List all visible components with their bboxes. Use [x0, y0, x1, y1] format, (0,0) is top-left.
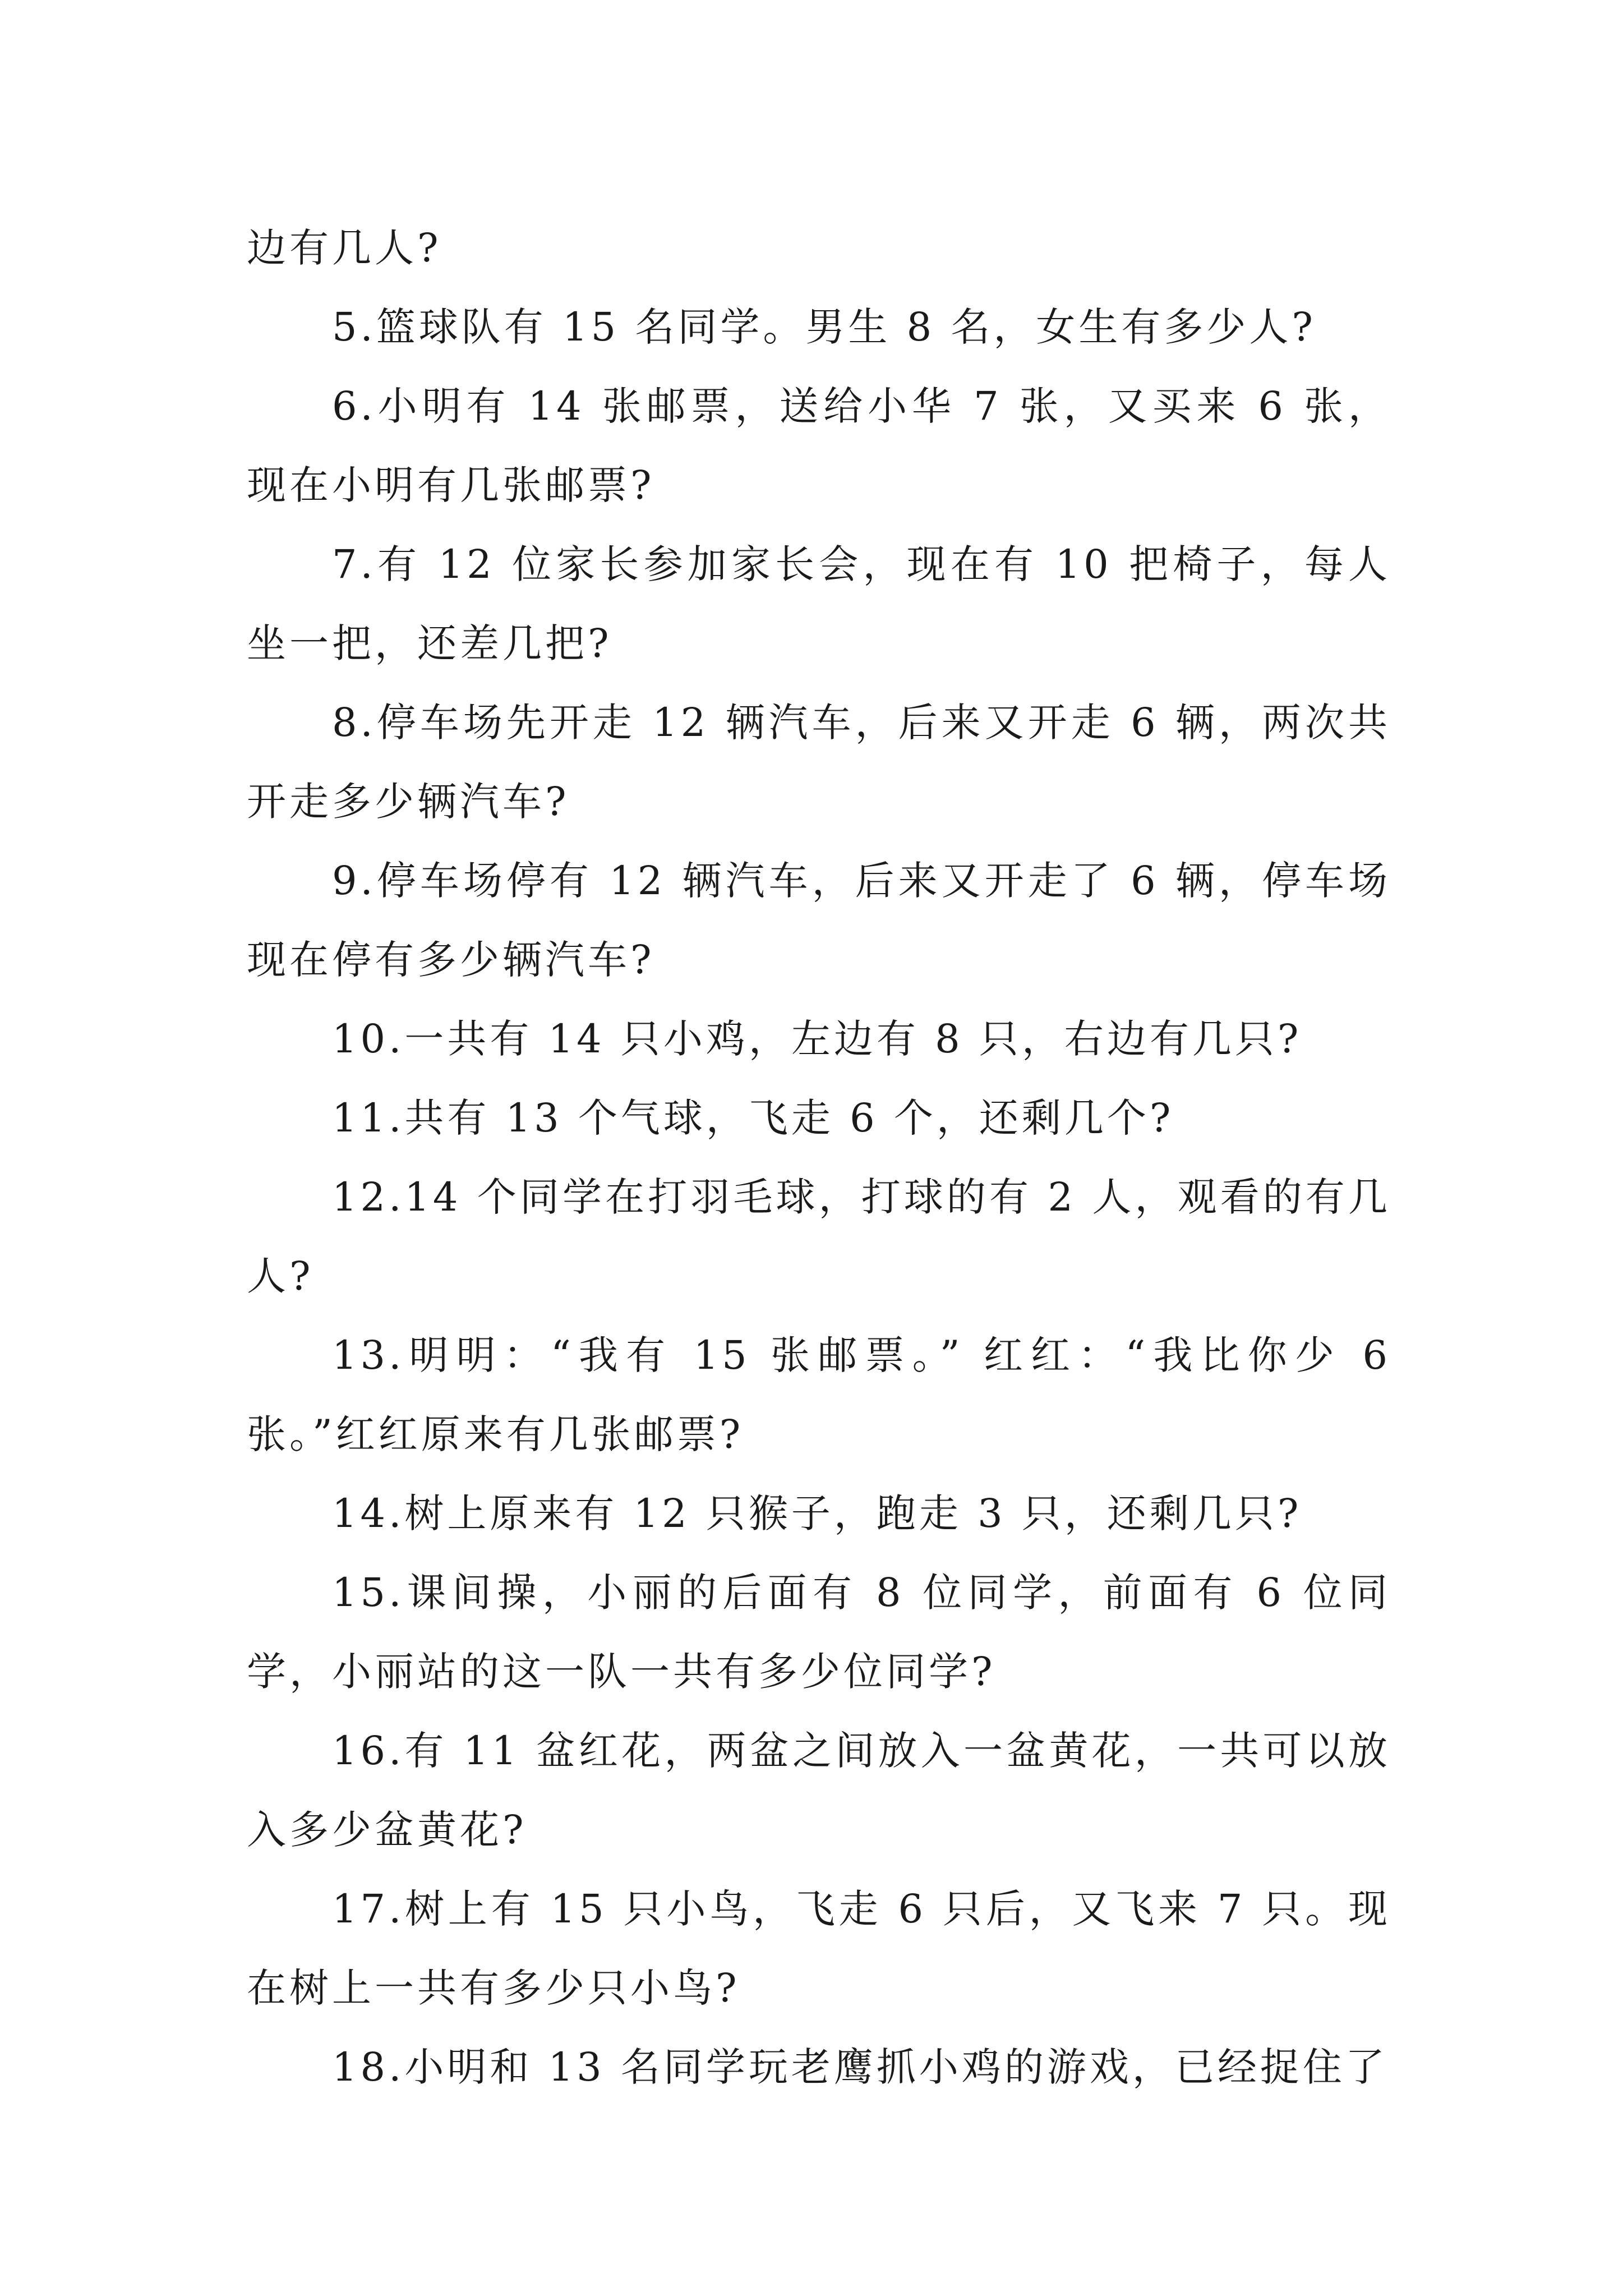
question-6: 6.小明有 14 张邮票，送给小华 7 张，又买来 6 张，现在小明有几张邮票?	[247, 383, 1391, 508]
question-8: 8.停车场先开走 12 辆汽车，后来又开走 6 辆，两次共开走多少辆汽车?	[247, 700, 1391, 825]
question-16: 16.有 11 盆红花，两盆之间放入一盆黄花，一共可以放入多少盆黄花?	[247, 1728, 1391, 1853]
question-15: 15.课间操，小丽的后面有 8 位同学，前面有 6 位同学，小丽站的这一队一共有多少位同学?	[247, 1570, 1391, 1695]
question-7: 7.有 12 位家长参加家长会，现在有 10 把椅子，每人坐一把，还差几把?	[247, 541, 1391, 666]
question-17: 17.树上有 15 只小鸟，飞走 6 只后，又飞来 7 只。现在树上一共有多少只小鸟?	[247, 1886, 1391, 2011]
question-13: 13.明明：“我有 15 张邮票。” 红红：“我比你少 6 张。”红红原来有几张邮票?	[247, 1332, 1391, 1457]
question-10: 10.一共有 14 只小鸡，左边有 8 只，右边有几只?	[332, 1016, 1302, 1062]
question-18: 18.小明和 13 名同学玩老鹰抓小鸡的游戏，已经捉住了	[332, 2044, 1388, 2090]
question-14: 14.树上原来有 12 只猴子，跑走 3 只，还剩几只?	[332, 1490, 1302, 1536]
question-9: 9.停车场停有 12 辆汽车，后来又开走了 6 辆，停车场现在停有多少辆汽车?	[247, 858, 1391, 983]
text-column	[247, 209, 1391, 2107]
question-5: 5.篮球队有 15 名同学。男生 8 名，女生有多少人?	[332, 304, 1316, 350]
question-12: 12.14 个同学在打羽毛球，打球的有 2 人，观看的有几人?	[247, 1174, 1391, 1299]
paragraph-continued: 边有几人?	[247, 225, 442, 271]
question-11: 11.共有 13 个气球，飞走 6 个，还剩几个?	[332, 1095, 1174, 1141]
